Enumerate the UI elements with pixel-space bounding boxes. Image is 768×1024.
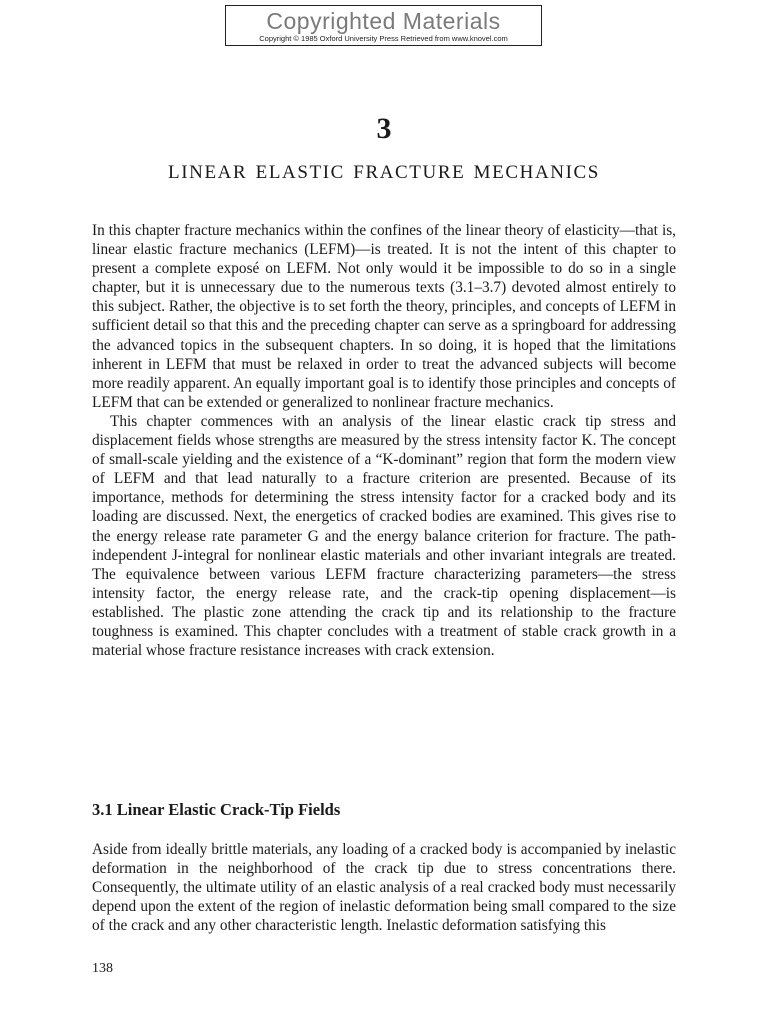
page-number: 138 xyxy=(92,961,113,976)
intro-paragraph-1: In this chapter fracture mechanics within the confines of the linear theory of elasticity—that is, linear elastic fracture mechanics (LEFM)—is treated. It is not the intent of this chapter to present a complete exposé on LEFM. Not only would it be impossible to do so in a single chapter, but it is unnecessary due to the numerous texts (3.1–3.7) devoted almost entirely to this subject. Rather, the objective is to set forth the theory, principles, and concepts of LEFM in sufficient detail so that this and the preceding chapter can serve as a springboard for addressing the advanced topics in the subsequent chapters. In so doing, it is hoped that the limitations inherent in LEFM that must be relaxed in order to treat the advanced subjects will become more readily apparent. An equally important goal is to identify those principles and concepts of LEFM that can be extended or generalized to nonlinear fracture mechanics. xyxy=(92,222,676,411)
copyright-title: Copyrighted Materials xyxy=(266,8,501,34)
chapter-number: 3 xyxy=(376,112,392,145)
chapter-introduction xyxy=(92,221,676,660)
section-body xyxy=(92,840,676,935)
intro-paragraph-2: This chapter commences with an analysis of the linear elastic crack tip stress and displacement fields whose strengths are measured by the stress intensity factor K. The concept of small-scale yielding and the existence of a “K-dominant” region that form the modern view of LEFM and that lead naturally to a fracture criterion are presented. Because of its importance, methods for determining the stress intensity factor for a cracked body and its loading are discussed. Next, the energetics of cracked bodies are examined. This gives rise to the energy release rate parameter G and the energy balance criterion for fracture. The path-independent J-integral for nonlinear elastic materials and other invariant integrals are treated. The equivalence between various LEFM fracture characterizing parameters—the stress intensity factor, the energy release rate, and the crack-tip opening displacement—is established. The plastic zone attending the crack tip and its relationship to the fracture toughness is examined. This chapter concludes with a treatment of stable crack growth in a material whose fracture resistance increases with crack extension. xyxy=(92,412,676,660)
copyright-banner xyxy=(225,5,542,46)
section-paragraph: Aside from ideally brittle materials, any loading of a cracked body is accompanied by inelastic deformation in the neighborhood of the crack tip due to stress concentrations there. Consequently, the ultimate utility of an elastic analysis of a real cracked body must necessarily depend upon the extent of the region of inelastic deformation being small compared to the size of the crack and any other characteristic length. Inelastic deformation satisfying this xyxy=(92,841,676,935)
copyright-notice: Copyright © 1985 Oxford University Press Retrieved from www.knovel.com xyxy=(259,34,508,43)
section-heading: 3.1 Linear Elastic Crack-Tip Fields xyxy=(92,800,341,819)
chapter-title: LINEAR ELASTIC FRACTURE MECHANICS xyxy=(168,162,600,183)
